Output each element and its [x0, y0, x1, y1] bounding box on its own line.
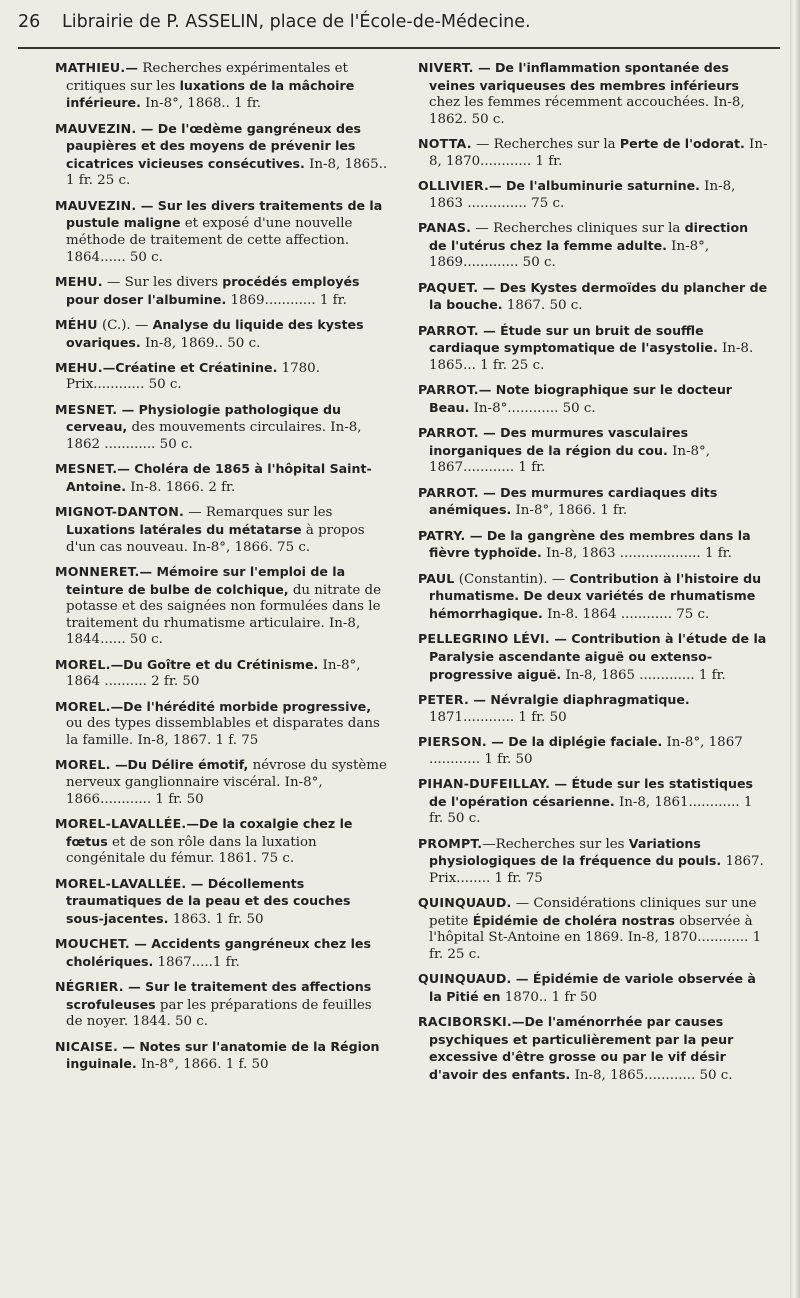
entry-author: MOREL. — [55, 698, 111, 714]
entry-author: MATHIEU.— — [55, 60, 139, 75]
entry-details: à propos d'un cas nouveau. In-8°, 1866. 75 c. — [66, 523, 365, 555]
entry-title: — Accidents gangréneux chez les cholériques. — [66, 936, 371, 969]
entry-title: —Du Délire émotif, — [110, 757, 249, 773]
entry-details: In-8. 1864 ............ 75 c. — [542, 607, 710, 622]
entry-author: PARROT. — [418, 425, 479, 441]
catalog-entry — [55, 317, 388, 352]
entry-title: Variations physiologiques de la fréquence du pouls. — [429, 835, 722, 869]
catalog-entry — [418, 895, 768, 963]
entry-details: 1863. 1 fr. 50 — [168, 911, 264, 927]
entry-details: 1867. Prix........ 1 fr. 75 — [429, 854, 764, 886]
entry-details: —Recherches sur les — [482, 836, 629, 852]
catalog-entry — [55, 936, 388, 971]
entry-details: In-8, 1865 ............. 1 fr. — [561, 667, 726, 683]
entry-details: et de son rôle dans la luxation congénitale du fémur. 1861. 75 c. — [66, 834, 317, 867]
entry-details: In-8°............ 50 c. — [469, 400, 596, 416]
catalog-entry — [55, 979, 388, 1031]
entry-details: In-8°, 1864 .......... 2 fr. 50 — [66, 657, 361, 690]
catalog-entry — [418, 776, 768, 828]
catalog-entry — [418, 485, 768, 520]
entry-details: In-8, 1865.. 1 fr. 25 c. — [66, 156, 388, 189]
entry-title: — Des murmures cardiaques dits anémiques. — [429, 484, 718, 518]
entry-details: In-8, 1863 .............. 75 c. — [429, 179, 736, 211]
entry-author: PETER. — [418, 691, 469, 707]
entry-author: PROMPT. — [418, 835, 483, 851]
entry-details: In-8°, 1866. 1 f. 50 — [136, 1057, 269, 1073]
entry-details: — Remarques sur les — [183, 505, 333, 521]
entry-title: —De l'hérédité morbide progressive, — [110, 698, 371, 714]
catalog-entry — [55, 657, 388, 691]
catalog-entry — [418, 178, 768, 212]
entry-title: Perte de l'odorat. — [619, 136, 745, 152]
entry-author: MOREL-LAVALLÉE. — [55, 815, 187, 831]
entry-author: MOREL. — [55, 757, 111, 773]
entry-title: — Sur les divers traitements de la pustule maligne — [66, 197, 383, 231]
entry-author: MAUVEZIN. — [55, 197, 137, 213]
left-column — [55, 60, 388, 1082]
catalog-entry — [55, 402, 388, 454]
entry-title: — Décollements traumatiques de la peau et des couches sous-jacentes. — [66, 875, 351, 926]
entry-author: MESNET. — [55, 461, 118, 477]
entry-title: Épidémie de choléra nostras — [472, 912, 675, 928]
entry-details: In-8°, 1869............. 50 c. — [429, 238, 710, 271]
catalog-entry — [55, 60, 388, 113]
catalog-entry — [418, 323, 768, 375]
entry-title: — De l'inflammation spontanée des veines variqueuses des membres inférieurs — [429, 60, 740, 93]
entry-title: Analyse du liquide des kystes ovariques. — [66, 316, 364, 350]
catalog-entry — [418, 528, 768, 563]
entry-author: RACIBORSKI. — [418, 1014, 512, 1030]
catalog-entry — [55, 699, 388, 750]
catalog-entry — [55, 816, 388, 868]
entry-details: névrose du système nerveux ganglionnaire viscéral. In-8°, 1866............ 1 fr. 50 — [66, 758, 387, 807]
entry-title: — Étude sur les statistiques de l'opération césarienne. — [429, 775, 754, 809]
entry-title: — Physiologie pathologique du cerveau, — [66, 401, 342, 435]
right-column — [418, 60, 768, 1092]
entry-details: In-8, 1863 ................... 1 fr. — [541, 546, 732, 562]
entry-details: In-8, 1861............ 1 fr. 50 c. — [429, 794, 753, 827]
entry-author: MIGNOT-DANTON. — [55, 504, 184, 520]
entry-title: procédés employés pour doser l'albumine. — [66, 273, 360, 307]
entry-details: du nitrate de potasse et des saignées non formulées dans le traitement du rhumatisme articulaire. In-8, 1844...... 50 c. — [66, 582, 382, 648]
page-edge — [790, 0, 800, 1298]
entry-author: PARROT. — [418, 322, 479, 338]
entry-author: QUINQUAUD. — [418, 895, 512, 911]
catalog-entry — [418, 136, 768, 170]
catalog-entry — [418, 280, 768, 315]
catalog-entry — [55, 757, 388, 808]
entry-title: —De la coxalgie chez le fœtus — [66, 815, 353, 849]
entry-title: — De la diplégie faciale. — [486, 733, 663, 749]
entry-details: In-8°, 1868.. 1 fr. — [140, 96, 262, 112]
entry-title: luxations de la mâchoire inférieure. — [66, 77, 355, 111]
entry-details: In-8°, 1867............ 1 fr. — [429, 443, 710, 476]
entry-details: des mouvements circulaires. In-8, 1862 ............ 50 c. — [66, 420, 362, 453]
entry-author: PATRY. — [418, 527, 466, 543]
entry-details: 1867.....1 fr. — [153, 954, 240, 970]
catalog-entry — [418, 60, 768, 128]
catalog-entry — [418, 382, 768, 417]
catalog-entry — [418, 631, 768, 684]
entry-details: In-8. 1866. 2 fr. — [126, 480, 236, 496]
entry-title: — Choléra de 1865 à l'hôpital Saint-Antoine. — [66, 461, 372, 495]
entry-title: — Étude sur un bruit de souffle cardiaque symptomatique de l'asystolie. — [429, 322, 718, 356]
catalog-entry — [55, 121, 388, 190]
catalog-entry — [418, 692, 768, 726]
entry-details: — Recherches sur la — [471, 137, 620, 153]
entry-details: — Sur les divers — [102, 274, 223, 290]
entry-author: MAUVEZIN. — [55, 120, 137, 136]
entry-author: NIVERT. — [418, 60, 474, 75]
entry-details: chez les femmes récemment accouchées. In-8, 1862. 50 c. — [429, 95, 745, 127]
entry-author: NOTTA. — [418, 136, 472, 152]
entry-title: — De l'albuminurie saturnine. — [489, 178, 700, 194]
entry-author: MEHU. — [55, 359, 103, 375]
entry-details: par les préparations de feuilles de noyer. 1844. 50 c. — [66, 997, 372, 1030]
entry-author: PIHAN-DUFEILLAY. — [418, 775, 551, 791]
entry-details: (Constantin). — — [454, 571, 570, 587]
entry-title: — De l'œdème gangréneux des paupières et des moyens de prévenir les cicatrices vicieuses consécutives. — [66, 120, 362, 171]
catalog-entry — [55, 1039, 388, 1074]
catalog-entry — [418, 971, 768, 1006]
entry-author: PAUL — [418, 570, 455, 586]
entry-title: —Du Goître et du Crétinisme. — [110, 656, 319, 672]
entry-author: PARROT. — [418, 484, 479, 500]
catalog-entry — [55, 564, 388, 649]
catalog-entry — [418, 734, 768, 768]
entry-author: PANAS. — [418, 220, 472, 236]
entry-details: 1870.. 1 fr 50 — [500, 989, 598, 1005]
entry-details: In-8. 1865... 1 fr. 25 c. — [429, 341, 754, 373]
catalog-entry — [418, 1014, 768, 1084]
entry-details: 1871............ 1 fr. 50 — [429, 709, 567, 725]
catalog-entry — [55, 360, 388, 394]
catalog-entry — [55, 274, 388, 309]
entry-details: — Recherches cliniques sur la — [471, 221, 685, 237]
entry-author: MOREL-LAVALLÉE. — [55, 875, 187, 891]
entry-title: — Notes sur l'anatomie de la Région inguinale. — [66, 1038, 380, 1072]
entry-author: MONNERET. — [55, 564, 140, 580]
entry-details: 1867. 50 c. — [502, 298, 583, 314]
page-number: 26 — [18, 12, 41, 32]
entry-author: QUINQUAUD. — [418, 971, 512, 987]
entry-author: OLLIVIER. — [418, 178, 489, 194]
entry-author: MOUCHET. — [55, 936, 130, 952]
entry-title: —Créatine et Créatinine. — [102, 359, 278, 375]
entry-details: observée à l'hôpital St-Antoine en 1869. In-8, 1870............ 1 fr. 25 c. — [429, 913, 762, 962]
entry-details: In-8, 1870............ 1 fr. — [429, 137, 768, 169]
entry-details: In-8, 1865............ 50 c. — [570, 1068, 733, 1084]
entry-details: et exposé d'une nouvelle méthode de traitement de cette affection. 1864...... 50 c. — [66, 216, 353, 265]
entry-author: MESNET. — [55, 401, 118, 417]
page-title: Librairie de P. ASSELIN, place de l'École-de-Médecine. — [62, 12, 531, 32]
entry-title: — Épidémie de variole observée à la Pitié en — [429, 971, 756, 1004]
entry-title: Contribution à l'histoire du rhumatisme. De deux variétés de rhumatisme hémorrhagique. — [429, 570, 762, 621]
entry-author: MEHU. — [55, 273, 103, 289]
entry-details: 1869............ 1 fr. — [226, 292, 347, 308]
entry-title: direction de l'utérus chez la femme adulte. — [429, 220, 749, 253]
entry-title: — Mémoire sur l'emploi de la teinture de bulbe de colchique, — [66, 564, 346, 597]
header-rule — [18, 47, 780, 49]
page-header — [18, 12, 778, 32]
entry-author: NÉGRIER. — [55, 979, 124, 995]
entry-details: In-8, 1869.. 50 c. — [140, 335, 261, 351]
entry-author: MOREL. — [55, 656, 111, 672]
entry-details: (C.). — — [97, 317, 153, 333]
entry-title: — De la gangrène des membres dans la fièvre typhoïde. — [429, 527, 751, 561]
catalog-entry — [418, 425, 768, 477]
entry-author: PARROT. — [418, 382, 479, 398]
catalog-entry — [55, 198, 388, 266]
entry-details: ou des types dissemblables et disparates dans la famille. In-8, 1867. 1 f. 75 — [66, 716, 380, 748]
entry-author: PIERSON. — [418, 733, 487, 749]
entry-title: Luxations latérales du métatarse — [66, 522, 302, 538]
entry-details: In-8°, 1867 ............ 1 fr. 50 — [429, 734, 743, 767]
entry-details: In-8°, 1866. 1 fr. — [511, 503, 628, 519]
catalog-entry — [418, 571, 768, 624]
entry-title: — Contribution à l'étude de la Paralysie ascendante aiguë ou extenso-progressive aiguë. — [429, 631, 767, 682]
entry-author: PAQUET. — [418, 279, 479, 295]
entry-details: 1780. Prix............ 50 c. — [66, 360, 320, 393]
catalog-entry — [55, 461, 388, 496]
entry-title: —De l'aménorrhée par causes psychiques et particulièrement par la peur excessive d'être grosse ou par le vif désir d'avoir des enfants. — [429, 1014, 734, 1083]
entry-title: — Des Kystes dermoïdes du plancher de la bouche. — [429, 279, 768, 313]
entry-title: — Des murmures vasculaires inorganiques de la région du cou. — [429, 425, 689, 458]
catalog-entry — [418, 836, 768, 888]
entry-title: — Note biographique sur le docteur Beau. — [429, 382, 732, 415]
entry-author: NICAISE. — [55, 1038, 118, 1054]
entry-author: PELLEGRINO LÉVI. — [418, 631, 550, 647]
catalog-entry — [418, 220, 768, 272]
catalog-entry — [55, 876, 388, 929]
entry-title: — Névralgie diaphragmatique. — [468, 691, 690, 707]
entry-title: — Sur le traitement des affections scrofuleuses — [66, 979, 372, 1012]
catalog-entry — [55, 504, 388, 556]
entry-details: Recherches expérimentales et critiques sur les — [66, 61, 348, 94]
entry-details: — Considérations cliniques sur une petite — [429, 896, 757, 929]
entry-author: MÉHU — [55, 316, 98, 332]
